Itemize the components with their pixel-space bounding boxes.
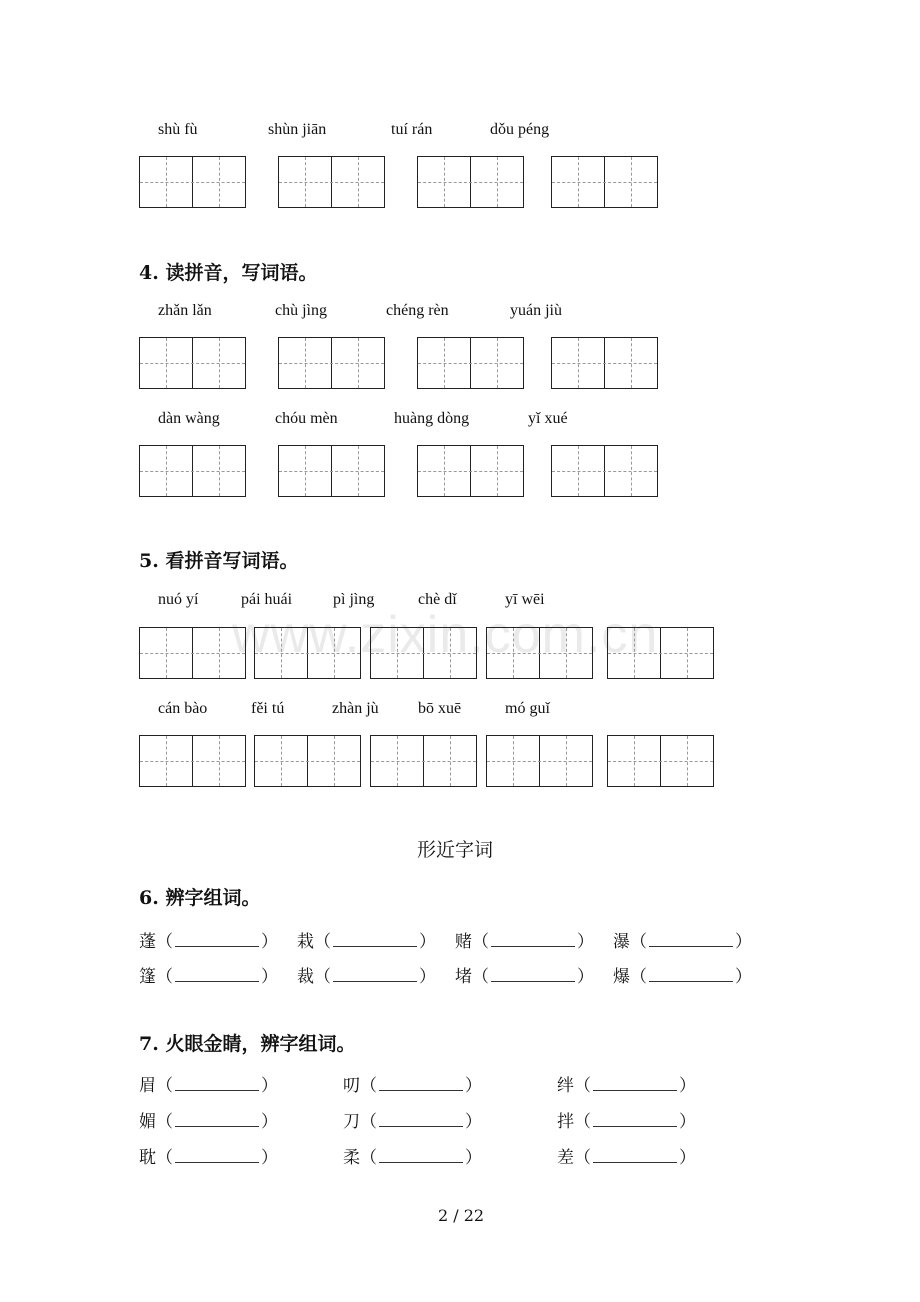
pinyin-label: tuí rán: [391, 121, 433, 138]
pinyin-label: nuó yí: [158, 591, 199, 608]
writing-grid[interactable]: [254, 627, 361, 679]
question-5-title: 5. 看拼音写词语。: [139, 550, 299, 572]
paren-close: ）: [261, 1148, 278, 1168]
paren-close: ）: [261, 1112, 278, 1132]
word-fill-item: [613, 962, 752, 987]
character: 蓬: [139, 932, 156, 952]
question-7-title: 7. 火眼金睛，辨字组词。: [139, 1033, 356, 1055]
word-fill-item: [297, 927, 436, 952]
paren-close: ）: [465, 1112, 482, 1132]
pinyin-label: chéng rèn: [386, 302, 449, 319]
word-fill-item: [557, 1107, 696, 1132]
paren-close: ）: [465, 1076, 482, 1096]
paren-close: ）: [261, 932, 278, 952]
answer-blank[interactable]: [175, 1076, 259, 1091]
character: 栽: [297, 932, 314, 952]
character: 绊: [557, 1076, 574, 1096]
writing-grid[interactable]: [278, 445, 385, 497]
paren-open: （: [156, 967, 173, 987]
pinyin-label: dàn wàng: [158, 410, 220, 427]
word-fill-item: [613, 927, 752, 952]
word-fill-item: [343, 1071, 482, 1096]
word-fill-item: [139, 1071, 278, 1096]
answer-blank[interactable]: [175, 967, 259, 982]
answer-blank[interactable]: [333, 932, 417, 947]
section-title: 形近字词: [417, 839, 494, 861]
word-fill-item: [455, 927, 594, 952]
word-fill-item: [139, 962, 278, 987]
character: 赌: [455, 932, 472, 952]
pinyin-label: yuán jiù: [510, 302, 562, 319]
character: 媚: [139, 1112, 156, 1132]
paren-close: ）: [735, 932, 752, 952]
writing-grid[interactable]: [551, 445, 658, 497]
answer-blank[interactable]: [175, 932, 259, 947]
answer-blank[interactable]: [333, 967, 417, 982]
writing-grid[interactable]: [139, 156, 246, 208]
pinyin-label: chè dǐ: [418, 591, 457, 608]
character: 瀑: [613, 932, 630, 952]
writing-grid[interactable]: [486, 627, 593, 679]
character: 叨: [343, 1076, 360, 1096]
character: 爆: [613, 967, 630, 987]
paren-close: ）: [261, 1076, 278, 1096]
writing-grid[interactable]: [139, 735, 246, 787]
pinyin-label: yī wēi: [505, 591, 545, 608]
word-fill-item: [139, 1143, 278, 1168]
pinyin-label: huàng dòng: [394, 410, 470, 427]
paren-open: （: [630, 932, 647, 952]
answer-blank[interactable]: [649, 967, 733, 982]
paren-open: （: [472, 967, 489, 987]
character: 篷: [139, 967, 156, 987]
paren-open: （: [156, 1076, 173, 1096]
answer-blank[interactable]: [175, 1148, 259, 1163]
paren-open: （: [156, 1112, 173, 1132]
writing-grid[interactable]: [607, 735, 714, 787]
writing-grid[interactable]: [551, 156, 658, 208]
writing-grid[interactable]: [139, 627, 246, 679]
paren-open: （: [156, 1148, 173, 1168]
writing-grid[interactable]: [370, 627, 477, 679]
answer-blank[interactable]: [649, 932, 733, 947]
answer-blank[interactable]: [379, 1076, 463, 1091]
character: 差: [557, 1148, 574, 1168]
pinyin-label: fěi tú: [251, 700, 285, 717]
paren-close: ）: [735, 967, 752, 987]
pinyin-label: chù jìng: [275, 302, 327, 319]
answer-blank[interactable]: [379, 1148, 463, 1163]
writing-grid[interactable]: [139, 337, 246, 389]
paren-close: ）: [679, 1112, 696, 1132]
character: 耽: [139, 1148, 156, 1168]
paren-close: ）: [419, 967, 436, 987]
pinyin-label: dǒu péng: [490, 121, 550, 138]
pinyin-label: pái huái: [241, 591, 293, 608]
paren-open: （: [630, 967, 647, 987]
paren-open: （: [314, 932, 331, 952]
pinyin-label: mó guǐ: [505, 700, 550, 717]
paren-open: （: [360, 1076, 377, 1096]
paren-close: ）: [261, 967, 278, 987]
pinyin-label: cán bào: [158, 700, 208, 717]
word-fill-item: [139, 927, 278, 952]
paren-close: ）: [465, 1148, 482, 1168]
answer-blank[interactable]: [175, 1112, 259, 1127]
character: 眉: [139, 1076, 156, 1096]
writing-grid[interactable]: [139, 445, 246, 497]
paren-close: ）: [679, 1076, 696, 1096]
writing-grid[interactable]: [254, 735, 361, 787]
paren-close: ）: [419, 932, 436, 952]
paren-open: （: [360, 1148, 377, 1168]
pinyin-label: bō xuē: [418, 700, 462, 717]
pinyin-label: zhàn jù: [332, 700, 379, 717]
character: 裁: [297, 967, 314, 987]
pinyin-label: zhǎn lǎn: [158, 302, 212, 319]
writing-grid[interactable]: [278, 337, 385, 389]
paren-open: （: [314, 967, 331, 987]
answer-blank[interactable]: [491, 967, 575, 982]
paren-close: ）: [577, 967, 594, 987]
answer-blank[interactable]: [379, 1112, 463, 1127]
paren-open: （: [360, 1112, 377, 1132]
pinyin-label: yǐ xué: [528, 410, 568, 427]
writing-grid[interactable]: [370, 735, 477, 787]
answer-blank[interactable]: [593, 1148, 677, 1163]
pinyin-label: shùn jiān: [268, 121, 327, 138]
word-fill-item: [557, 1071, 696, 1096]
word-fill-item: [297, 962, 436, 987]
word-fill-item: [343, 1107, 482, 1132]
writing-grid[interactable]: [417, 337, 524, 389]
character: 堵: [455, 967, 472, 987]
paren-open: （: [574, 1148, 591, 1168]
writing-grid[interactable]: [417, 445, 524, 497]
character: 刀: [343, 1112, 360, 1132]
watermark: www.zixin.com.cn: [232, 606, 659, 664]
paren-open: （: [472, 932, 489, 952]
paren-open: （: [574, 1112, 591, 1132]
writing-grid[interactable]: [486, 735, 593, 787]
writing-grid[interactable]: [278, 156, 385, 208]
question-6-title: 6. 辨字组词。: [139, 887, 261, 909]
pinyin-label: chóu mèn: [275, 410, 338, 427]
question-4-title: 4. 读拼音，写词语。: [139, 262, 318, 284]
word-fill-item: [557, 1143, 696, 1168]
word-fill-item: [343, 1143, 482, 1168]
paren-close: ）: [679, 1148, 696, 1168]
writing-grid[interactable]: [417, 156, 524, 208]
word-fill-item: [455, 962, 594, 987]
word-fill-item: [139, 1107, 278, 1132]
pinyin-label: shù fù: [158, 121, 198, 138]
answer-blank[interactable]: [491, 932, 575, 947]
paren-close: ）: [577, 932, 594, 952]
paren-open: （: [574, 1076, 591, 1096]
character: 拌: [557, 1112, 574, 1132]
pinyin-label: pì jìng: [333, 591, 375, 608]
writing-grid[interactable]: [607, 627, 714, 679]
paren-open: （: [156, 932, 173, 952]
answer-blank[interactable]: [593, 1076, 677, 1091]
writing-grid[interactable]: [551, 337, 658, 389]
answer-blank[interactable]: [593, 1112, 677, 1127]
character: 柔: [343, 1148, 360, 1168]
page-number: 2 / 22: [438, 1206, 485, 1225]
